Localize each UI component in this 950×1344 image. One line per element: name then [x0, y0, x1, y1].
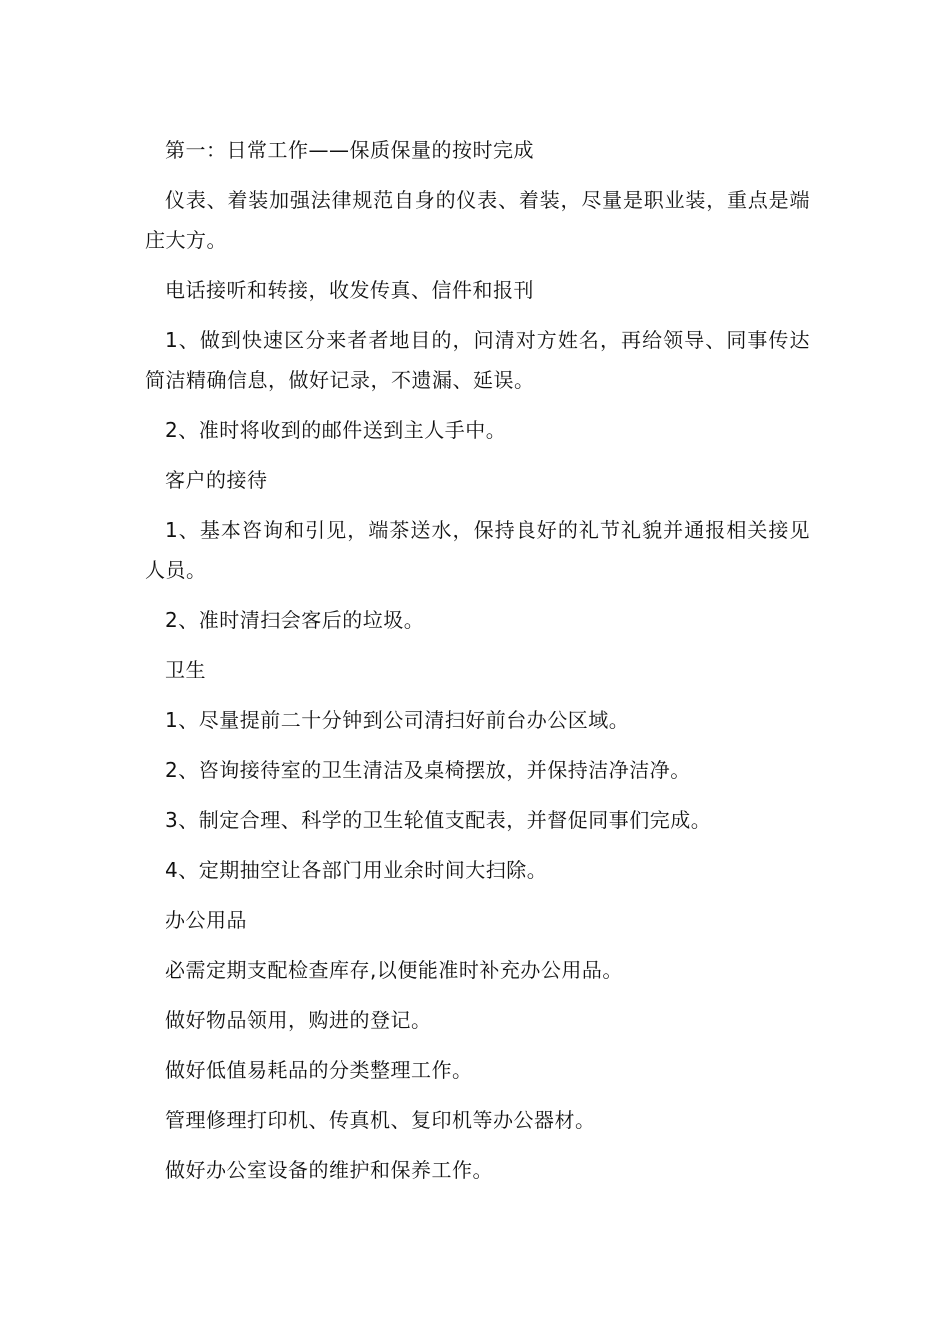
- paragraph-phone-1: 1、做到快速区分来者者地目的，问清对方姓名，再给领导、同事传达简洁精确信息，做好记录，不遗漏、延误。: [145, 328, 810, 392]
- paragraph-supplies-4: 管理修理打印机、传真机、复印机等办公器材。: [165, 1108, 596, 1132]
- document-body: [145, 130, 810, 1200]
- heading-reception: 客户的接待: [165, 468, 268, 492]
- heading-daily-work: 第一：日常工作——保质保量的按时完成: [165, 138, 534, 162]
- paragraph-supplies-5: 做好办公室设备的维护和保养工作。: [165, 1158, 493, 1182]
- paragraph-hygiene-4: 4、定期抽空让各部门用业余时间大扫除。: [165, 858, 548, 882]
- paragraph-reception-1: 1、基本咨询和引见，端茶送水，保持良好的礼节礼貌并通报相关接见人员。: [145, 518, 810, 582]
- paragraph-supplies-1: 必需定期支配检查库存,以便能准时补充办公用品。: [165, 958, 623, 982]
- heading-office-supplies: 办公用品: [165, 908, 247, 932]
- paragraph-supplies-2: 做好物品领用，购进的登记。: [165, 1008, 432, 1032]
- paragraph-hygiene-3: 3、制定合理、科学的卫生轮值支配表，并督促同事们完成。: [165, 808, 712, 832]
- paragraph-reception-2: 2、准时清扫会客后的垃圾。: [165, 608, 425, 632]
- heading-hygiene: 卫生: [165, 658, 206, 682]
- heading-phone: 电话接听和转接，收发传真、信件和报刊: [165, 278, 534, 302]
- paragraph-supplies-3: 做好低值易耗品的分类整理工作。: [165, 1058, 473, 1082]
- paragraph-phone-2: 2、准时将收到的邮件送到主人手中。: [165, 418, 507, 442]
- paragraph-appearance: 仪表、着装加强法律规范自身的仪表、着装，尽量是职业装，重点是端庄大方。: [145, 188, 810, 252]
- paragraph-hygiene-1: 1、尽量提前二十分钟到公司清扫好前台办公区域。: [165, 708, 630, 732]
- paragraph-hygiene-2: 2、咨询接待室的卫生清洁及桌椅摆放，并保持洁净洁净。: [165, 758, 691, 782]
